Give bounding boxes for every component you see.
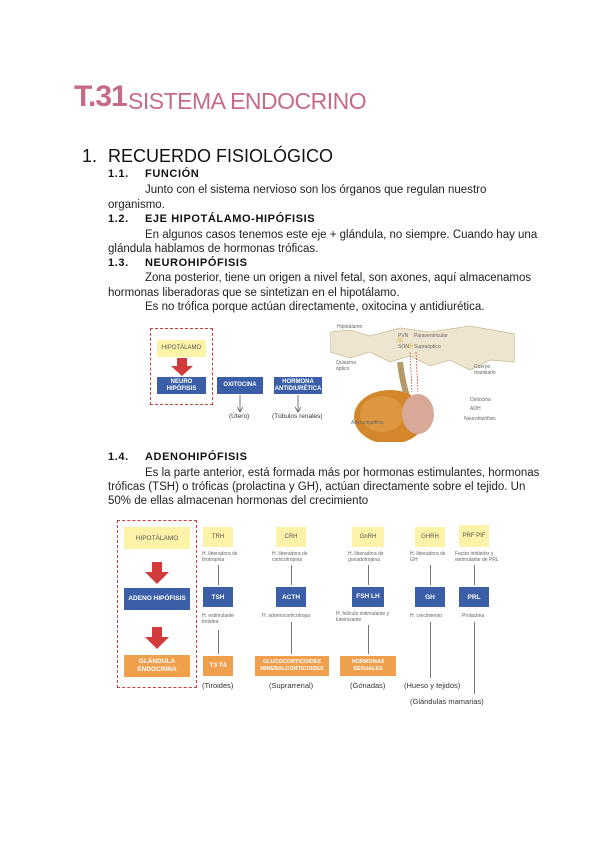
section-1-4-number: 1.4.: [108, 451, 129, 463]
arrow-line: [291, 565, 292, 585]
red-down-arrow-icon: [171, 358, 193, 376]
arrow-line: [474, 565, 475, 585]
section-1-2-text-1: En algunos casos tenemos este eje + glándula, no siempre. Cuando hay una: [145, 229, 538, 241]
section-1-1-text-2: organismo.: [108, 199, 165, 211]
arrow-line: [430, 565, 431, 585]
glandula-endocrina-box: GLÁNDULA ENDOCRINA: [124, 655, 190, 677]
trh-desc: H. liberadora de tirotropina: [202, 551, 238, 563]
oxitocina-box: OXITOCINA: [217, 377, 263, 394]
prl-box: PRL: [459, 587, 489, 607]
anat-neuro-label: Neurohipófisis: [464, 416, 496, 422]
chapter-title: SISTEMA ENDOCRINO: [128, 88, 367, 114]
utero-label: (Útero): [229, 413, 250, 420]
anat-adeno-label: Adenohipófisis: [351, 420, 384, 426]
adeno-hipotalamo-box: HIPOTÁLAMO: [124, 527, 190, 549]
section-1-2-title: EJE HIPOTÁLAMO-HIPÓFISIS: [145, 213, 316, 225]
arrow-line: [218, 565, 219, 585]
section-1-2-text-2: glándula hablamos de hormonas tróficas.: [108, 243, 319, 255]
tsh-note: H. estimulante tiroidea: [202, 613, 234, 625]
section-1-2-number: 1.2.: [108, 213, 129, 225]
down-arrow-icon: [237, 395, 243, 413]
gonadas-label: (Gónadas): [350, 681, 386, 690]
anat-adh-label: ADH: [470, 406, 481, 412]
section-1-3-number: 1.3.: [108, 257, 129, 269]
arrow-line: [218, 630, 219, 654]
anat-paraventricular-label: Paraventricular: [414, 333, 448, 339]
section-1-3-text-2: hormonas liberadoras que se sintetizan en el hipotálamo.: [108, 287, 400, 299]
section-1-4-text-2: tróficas (TSH) o tróficas (prolactina y GH), actúan directamente sobre el tejido. Un: [108, 481, 526, 493]
section-1-4-text-1: Es la parte anterior, está formada más por hormonas estimulantes, hormonas: [145, 467, 540, 479]
glandulas-mamarias-label: (Glándulas mamarias): [410, 697, 484, 706]
down-arrow-icon: [295, 395, 301, 413]
glucocorticoides-box: GLUCOCORTICOIDES MINERALCORTICOIDES: [255, 656, 329, 676]
chapter-number: T.31: [74, 80, 127, 113]
section-1-title: RECUERDO FISIOLÓGICO: [108, 146, 334, 166]
fsh-lh-box: FSH LH: [352, 587, 384, 607]
gh-box: GH: [415, 587, 445, 607]
anat-cuerpo-label: Cuerpo mamilario: [474, 364, 496, 376]
prl-note: Prolactina: [462, 613, 485, 619]
ghrh-desc: H. liberadora de GH: [410, 551, 446, 563]
hueso-label: (Hueso y tejidos): [404, 681, 461, 690]
anat-quiasma-label: Quiasma óptico: [336, 360, 357, 372]
red-down-arrow-icon: [145, 562, 169, 584]
anat-supraoptico-label: Supraóptico: [414, 344, 441, 350]
section-1-4-text-3: 50% de ellas almacenan hormonas del crecimiento: [108, 495, 369, 507]
section-1-1-text-1: Junto con el sistema nervioso son los órganos que regulan nuestro: [145, 184, 487, 196]
gnrh-box: GnRH: [352, 527, 384, 547]
section-1-3-title: NEUROHIPÓFISIS: [145, 257, 248, 269]
section-1-3-text-1: Zona posterior, tiene un origen a nivel fetal, son axones, aquí almacenamos: [145, 272, 532, 284]
anat-son-label: SON: [398, 344, 409, 350]
section-1-4-title: ADENOHIPÓFISIS: [145, 451, 248, 463]
arrow-line: [291, 622, 292, 654]
section-1-1-number: 1.1.: [108, 168, 129, 180]
t3-t4-box: T3 T4: [203, 656, 233, 676]
anat-hipotalamo-label: Hipotálamo: [337, 324, 363, 330]
section-1-3-text-3: Es no trófica porque actúan directamente, oxitocina y antidiurética.: [145, 301, 485, 313]
adeno-hipofisis-box: ADENO HIPÓFISIS: [124, 588, 190, 610]
gh-note: H. crecimiento: [410, 613, 442, 619]
neuro-hipotalamo-box: HIPOTÁLAMO: [157, 340, 206, 357]
tiroides-label: (Tiroides): [202, 681, 234, 690]
trh-box: TRH: [203, 527, 233, 547]
acth-box: ACTH: [276, 587, 306, 607]
crh-desc: H. liberadora de corticotropina: [272, 551, 308, 563]
section-1-number: 1.: [82, 146, 98, 166]
arrow-line: [368, 625, 369, 654]
anat-oxitocina-label: Oxitocina: [470, 397, 491, 403]
arrow-line: [368, 565, 369, 585]
adh-box: HORMONA ANTIDIURÉTICA: [274, 377, 322, 394]
tubulos-label: (Túbulos renales): [272, 413, 323, 420]
arrow-line: [430, 622, 431, 678]
prf-pif-desc: Factor inhibidor y estimulante de PRL: [455, 551, 499, 563]
arrow-line: [474, 622, 475, 694]
prf-pif-box: PRF PIF: [459, 525, 489, 547]
suprarrenal-label: (Suprarrenal): [269, 681, 314, 690]
ghrh-box: GHRH: [415, 527, 445, 547]
gnrh-desc: H. liberadora de gonadotropina: [348, 551, 384, 563]
neuro-hipofisis-box: NEURO HIPÓFISIS: [157, 377, 206, 394]
crh-box: CRH: [276, 527, 306, 547]
section-1-1-title: FUNCIÓN: [145, 168, 200, 180]
acth-note: H. adrenocorticotropa: [262, 613, 311, 619]
tsh-box: TSH: [203, 587, 233, 607]
red-down-arrow-icon: [145, 627, 169, 649]
hormonas-sexuales-box: HORMONAS SEXUALES: [340, 656, 396, 676]
anat-pvn-label: PVN: [398, 333, 409, 339]
fsh-lh-note: H. folículo estimulante y luteinizante: [336, 611, 390, 623]
